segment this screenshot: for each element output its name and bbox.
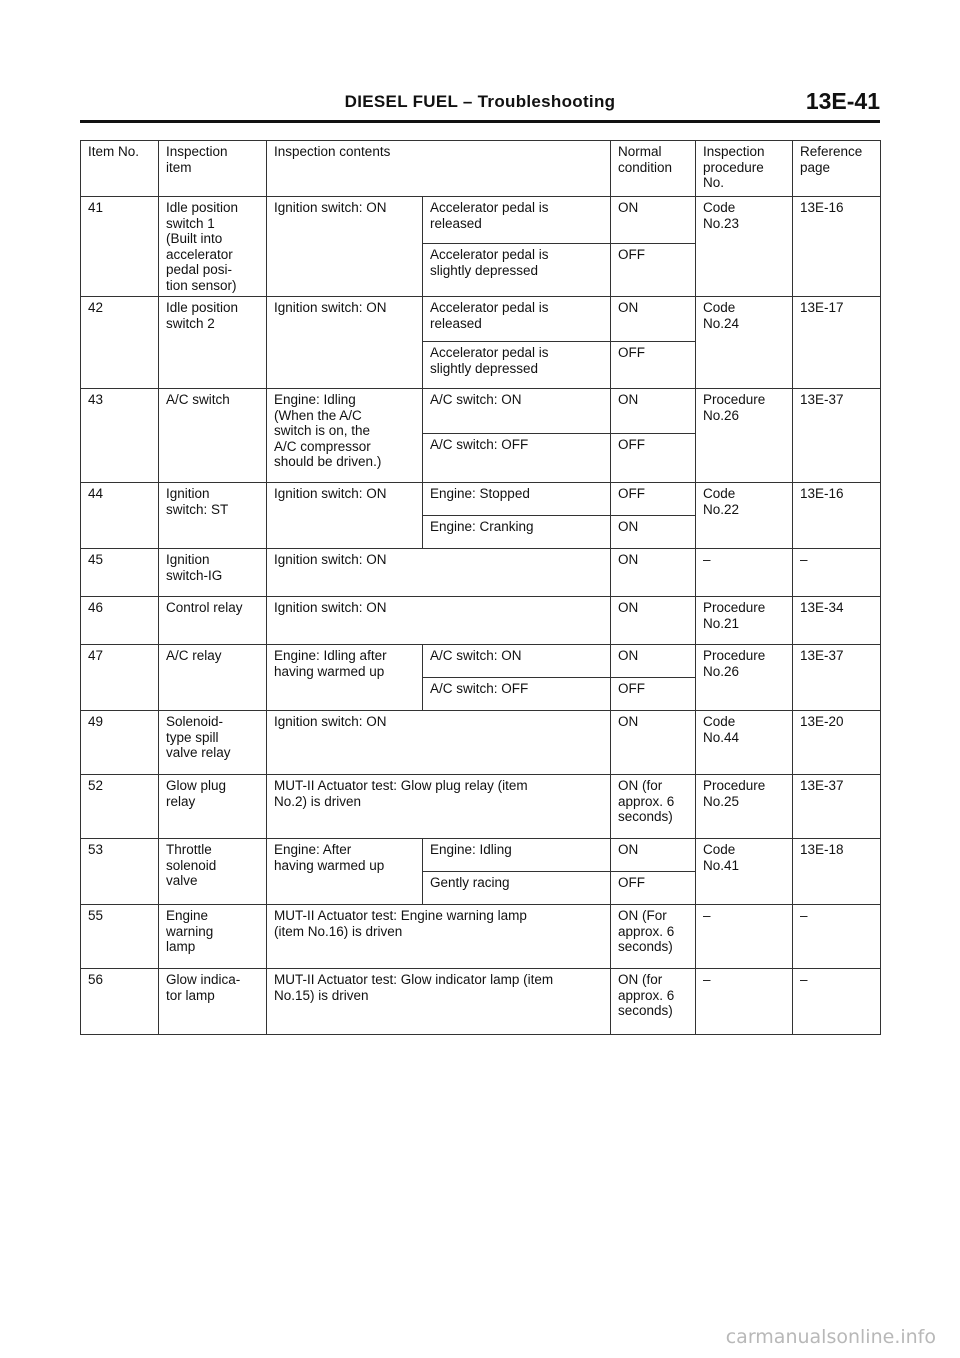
normal-condition: ON (for approx. 6 seconds) — [611, 969, 696, 1035]
inspection-contents: Engine: Idling after having warmed up — [267, 645, 423, 711]
condition-1: Accelerator pedal is released — [423, 197, 611, 244]
procedure-no: Code No.22 — [696, 483, 793, 549]
item-no: 55 — [81, 905, 159, 969]
condition-2: Accelerator pedal is slightly depressed — [423, 244, 611, 297]
table-row — [81, 549, 881, 597]
table-row — [81, 389, 881, 434]
reference-page: – — [793, 969, 881, 1035]
condition-1: Engine: Stopped — [423, 483, 611, 516]
condition-2: Accelerator pedal is slightly depressed — [423, 342, 611, 389]
normal-condition: ON — [611, 549, 696, 597]
normal-condition-2: OFF — [611, 872, 696, 905]
table-row — [81, 839, 881, 872]
item-no: 52 — [81, 775, 159, 839]
inspection-item: Glow plug relay — [159, 775, 267, 839]
inspection-contents: MUT-II Actuator test: Glow plug relay (item No.2) is driven — [267, 775, 611, 839]
item-no: 49 — [81, 711, 159, 775]
reference-page: 13E-34 — [793, 597, 881, 645]
condition-2: Engine: Cranking — [423, 516, 611, 549]
troubleshooting-table — [80, 140, 881, 1035]
inspection-item: A/C switch — [159, 389, 267, 483]
page-header — [80, 88, 880, 122]
table-row — [81, 597, 881, 645]
item-no: 53 — [81, 839, 159, 905]
normal-condition-1: OFF — [611, 483, 696, 516]
inspection-contents: Ignition switch: ON — [267, 597, 611, 645]
procedure-no: – — [696, 969, 793, 1035]
inspection-contents: Engine: Idling (When the A/C switch is on, the A/C compressor should be driven.) — [267, 389, 423, 483]
inspection-item: Throttle solenoid valve — [159, 839, 267, 905]
normal-condition-1: ON — [611, 297, 696, 342]
table-row — [81, 775, 881, 839]
table-row — [81, 297, 881, 342]
inspection-contents: Ignition switch: ON — [267, 197, 423, 297]
normal-condition: ON — [611, 711, 696, 775]
reference-page: 13E-16 — [793, 197, 881, 297]
normal-condition: ON (for approx. 6 seconds) — [611, 775, 696, 839]
procedure-no: – — [696, 549, 793, 597]
table-row — [81, 905, 881, 969]
table-header-row — [81, 141, 881, 197]
normal-condition-2: OFF — [611, 244, 696, 297]
inspection-contents: Ignition switch: ON — [267, 483, 423, 549]
inspection-contents: Engine: After having warmed up — [267, 839, 423, 905]
normal-condition: ON — [611, 597, 696, 645]
reference-page: 13E-17 — [793, 297, 881, 389]
table-row — [81, 711, 881, 775]
reference-page: – — [793, 905, 881, 969]
condition-2: Gently racing — [423, 872, 611, 905]
inspection-item: Ignition switch: ST — [159, 483, 267, 549]
condition-2: A/C switch: OFF — [423, 678, 611, 711]
procedure-no: Code No.41 — [696, 839, 793, 905]
reference-page: 13E-18 — [793, 839, 881, 905]
inspection-item: Control relay — [159, 597, 267, 645]
col-header-procedure: Inspection procedure No. — [696, 141, 793, 197]
inspection-item: Idle position switch 1 (Built into accelerator pedal posi- tion sensor) — [159, 197, 267, 297]
reference-page: – — [793, 549, 881, 597]
normal-condition-1: ON — [611, 389, 696, 434]
inspection-item: Idle position switch 2 — [159, 297, 267, 389]
reference-page: 13E-37 — [793, 775, 881, 839]
col-header-normal-condition: Normal condition — [611, 141, 696, 197]
item-no: 47 — [81, 645, 159, 711]
item-no: 43 — [81, 389, 159, 483]
normal-condition: ON (For approx. 6 seconds) — [611, 905, 696, 969]
inspection-item: Glow indica- tor lamp — [159, 969, 267, 1035]
table-row — [81, 483, 881, 516]
procedure-no: Procedure No.26 — [696, 645, 793, 711]
inspection-contents: Ignition switch: ON — [267, 297, 423, 389]
condition-1: A/C switch: ON — [423, 389, 611, 434]
normal-condition-2: OFF — [611, 342, 696, 389]
procedure-no: Procedure No.25 — [696, 775, 793, 839]
normal-condition-1: ON — [611, 645, 696, 678]
col-header-reference: Reference page — [793, 141, 881, 197]
inspection-contents: Ignition switch: ON — [267, 711, 611, 775]
col-header-inspection-contents: Inspection contents — [267, 141, 611, 197]
procedure-no: Procedure No.21 — [696, 597, 793, 645]
inspection-contents: MUT-II Actuator test: Glow indicator lamp (item No.15) is driven — [267, 969, 611, 1035]
table-row — [81, 969, 881, 1035]
header-rule — [80, 120, 880, 123]
item-no: 56 — [81, 969, 159, 1035]
procedure-no: Code No.23 — [696, 197, 793, 297]
procedure-no: Procedure No.26 — [696, 389, 793, 483]
item-no: 44 — [81, 483, 159, 549]
normal-condition-2: ON — [611, 516, 696, 549]
source-watermark: carmanualsonline.info — [725, 1326, 936, 1348]
page-number: 13E-41 — [805, 88, 880, 114]
inspection-item: Solenoid- type spill valve relay — [159, 711, 267, 775]
item-no: 46 — [81, 597, 159, 645]
table-row — [81, 197, 881, 244]
normal-condition-1: ON — [611, 839, 696, 872]
procedure-no: Code No.24 — [696, 297, 793, 389]
item-no: 42 — [81, 297, 159, 389]
reference-page: 13E-20 — [793, 711, 881, 775]
inspection-item: A/C relay — [159, 645, 267, 711]
normal-condition-1: ON — [611, 197, 696, 244]
table-row — [81, 645, 881, 678]
procedure-no: – — [696, 905, 793, 969]
inspection-item: Engine warning lamp — [159, 905, 267, 969]
item-no: 41 — [81, 197, 159, 297]
inspection-contents: MUT-II Actuator test: Engine warning lamp (item No.16) is driven — [267, 905, 611, 969]
condition-1: Engine: Idling — [423, 839, 611, 872]
normal-condition-2: OFF — [611, 434, 696, 483]
condition-1: Accelerator pedal is released — [423, 297, 611, 342]
procedure-no: Code No.44 — [696, 711, 793, 775]
page-title: DIESEL FUEL – Troubleshooting — [344, 92, 616, 111]
reference-page: 13E-16 — [793, 483, 881, 549]
item-no: 45 — [81, 549, 159, 597]
condition-2: A/C switch: OFF — [423, 434, 611, 483]
condition-1: A/C switch: ON — [423, 645, 611, 678]
inspection-contents: Ignition switch: ON — [267, 549, 611, 597]
inspection-item: Ignition switch-IG — [159, 549, 267, 597]
reference-page: 13E-37 — [793, 389, 881, 483]
normal-condition-2: OFF — [611, 678, 696, 711]
col-header-item-no: Item No. — [81, 141, 159, 197]
col-header-inspection-item: Inspection item — [159, 141, 267, 197]
reference-page: 13E-37 — [793, 645, 881, 711]
